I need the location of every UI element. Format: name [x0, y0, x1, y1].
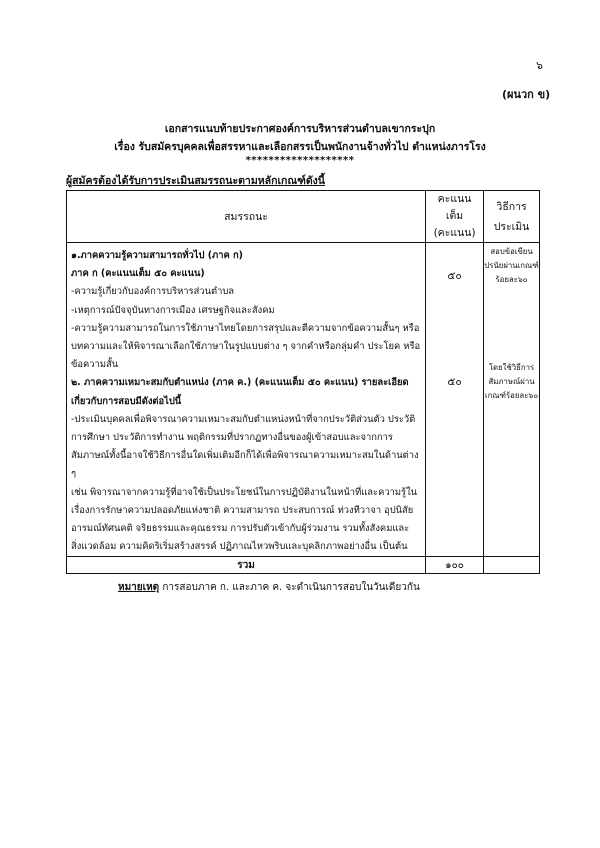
section1-subtitle: ภาค ก (คะแนนเต็ม ๕๐ คะแนน) — [71, 268, 205, 280]
competency-table — [66, 190, 540, 574]
section2-item: เรื่องการรักษาความปลอดภัยแห่งชาติ ความสามารถ ประสบการณ์ ท่วงทีวาจา อุปนิสัย — [71, 504, 414, 516]
page-number: ๖ — [536, 59, 543, 72]
document-title: เอกสารแนบท้ายประกาศองค์การบริหารส่วนตำบลเขากระปุก — [164, 123, 436, 135]
total-row — [67, 557, 540, 574]
section1-item: -ความรู้ความสามารถในการใช้ภาษาไทยโดยการสรุปและตีความจากข้อความสั้นๆ หรือ — [71, 322, 420, 334]
section1-method — [484, 245, 539, 287]
competency-content — [67, 243, 426, 557]
score-column — [426, 243, 484, 557]
table-header-row — [67, 191, 540, 243]
header-score-line2: เต็ม — [445, 210, 464, 222]
footnote-label: หมายเหตุ — [118, 582, 160, 593]
section2-item: สัมภาษณ์ทั้งนี้อาจใช้วิธีการอื่นใดเพิ่มเติมอีกก็ได้เพื่อพิจารณาความเหมาะสมในด้านต่าง ๆ — [71, 450, 419, 480]
section2-method — [484, 361, 539, 403]
section2-item: อารมณ์ทัศนคติ จริยธรรมและคุณธรรม การปรับตัวเข้ากับผู้ร่วมงาน รวมทั้งสังคมและ — [71, 523, 410, 535]
section1-item: -เหตุการณ์ปัจจุบันทางการเมือง เศรษฐกิจและสังคม — [71, 304, 275, 316]
section1-title: ๑.ภาคความรู้ความสามารถทั่วไป (ภาค ก) — [71, 250, 243, 261]
section2-item: สิ่งแวดล้อม ความคิดริเริ่มสร้างสรรค์ ปฏิภาณไหวพริบและบุคลิกภาพอย่างอื่น เป็นต้น — [71, 541, 408, 553]
section1-item: -ความรู้เกี่ยวกับองค์การบริหารส่วนตำบล — [71, 286, 235, 298]
section2-score: ๕๐ — [447, 376, 462, 388]
header-method — [484, 191, 540, 243]
section2-method-line2: สัมภาษณ์ผ่าน — [488, 377, 535, 386]
separator-stars: ******************* — [245, 155, 355, 166]
header-full-score — [426, 191, 484, 243]
intro-text: ผู้สมัครต้องได้รับการประเมินสมรรถนะตามหลักเกณฑ์ดังนี้ — [66, 175, 325, 187]
section1-item: ข้อความสั้น — [71, 359, 119, 371]
section2-item: การศึกษา ประวัติการทำงาน พฤติกรรมที่ปรากฏทางอื่นของผู้เข้าสอบและจากการ — [71, 432, 393, 444]
header-method-line2: ประเมิน — [493, 220, 530, 233]
section1-method-line3: ร้อยละ๖๐ — [495, 275, 528, 284]
section2-title: ๒. ภาคความเหมาะสมกับตำแหน่ง (ภาค ค.) (คะแนนเต็ม ๕๐ คะแนน) รายละเอียด — [71, 377, 409, 389]
section1-item: บทความและให้พิจารณาเลือกใช้ภาษาในรูปแบบต่าง ๆ จากคำหรือกลุ่มคำ ประโยค หรือ — [71, 341, 421, 353]
section1-method-line2: ปรนัยผ่านเกณฑ์ — [484, 261, 539, 270]
total-score: ๑๐๐ — [426, 557, 484, 574]
document-subject: เรื่อง รับสมัครบุคคลเพื่อสรรหาและเลือกสรรเป็นพนักงานจ้างทั่วไป ตำแหน่งภารโรง — [114, 141, 486, 153]
section2-item: -ประเมินบุคคลเพื่อพิจารณาความเหมาะสมกับตำแหน่งหน้าที่จากประวัติส่วนตัว ประวัติ — [71, 413, 416, 425]
annex-label: (ผนวก ข) — [502, 88, 551, 101]
total-method-empty — [484, 557, 540, 574]
header-score-line1: คะแนน — [437, 193, 472, 205]
section2-title-cont: เกี่ยวกับการสอบมีดังต่อไปนี้ — [71, 395, 182, 407]
header-method-line1: วิธีการ — [496, 200, 527, 213]
method-column — [484, 243, 540, 557]
footnote — [118, 580, 420, 595]
section2-method-line1: โดยใช้วิธีการ — [488, 363, 535, 372]
total-label: รวม — [67, 557, 426, 574]
section1-method-line1: สอบข้อเขียน — [490, 247, 533, 256]
footnote-text: การสอบภาค ก. และภาค ค. จะดำเนินการสอบในวันเดียวกัน — [159, 582, 420, 593]
section2-method-line3: เกณฑ์ร้อยละ๖๐ — [484, 391, 539, 400]
section1-score: ๕๐ — [447, 270, 462, 282]
table-content-row — [67, 243, 540, 557]
header-score-line3: (คะแนน) — [433, 227, 476, 239]
header-competency: สมรรถนะ — [67, 191, 426, 243]
section2-item: เช่น พิจารณาจากความรู้ที่อาจใช้เป็นประโยชน์ในการปฏิบัติงานในหน้าที่และความรู้ใน — [71, 486, 418, 498]
